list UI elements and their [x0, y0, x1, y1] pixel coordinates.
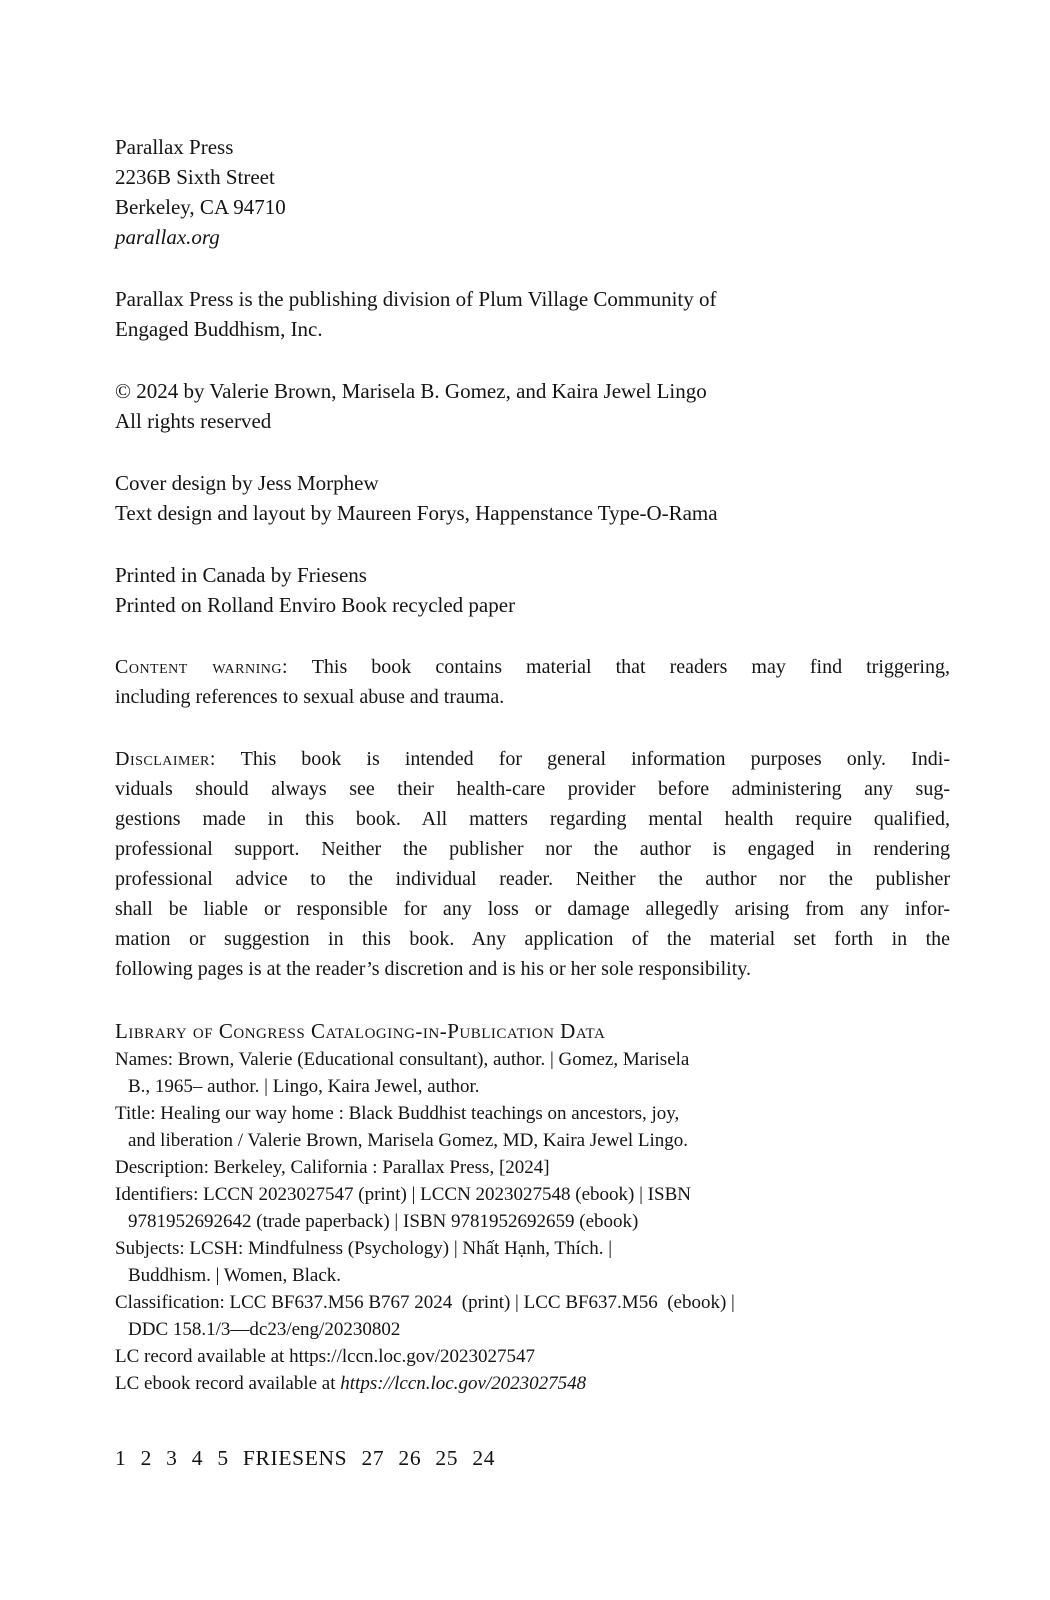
text-line: © 2024 by Valerie Brown, Marisela B. Gomez, and Kaira Jewel Lingo	[115, 379, 707, 403]
small-caps-label: Disclaimer:	[115, 748, 216, 770]
cip-line: Buddhism. | Women, Black.	[128, 1265, 342, 1286]
text-line: Printed on Rolland Enviro Book recycled paper	[115, 593, 516, 617]
cip-block	[115, 1016, 950, 1397]
text-line: Printed in Canada by Friesens	[115, 563, 367, 587]
copyright-block	[115, 376, 950, 436]
text-line: professional support. Neither the publisher nor the author is engaged in rendering	[115, 838, 950, 860]
cip-line: DDC 158.1/3—dc23/eng/20230802	[128, 1319, 401, 1340]
cip-line: Description: Berkeley, California : Parallax Press, [2024]	[115, 1157, 550, 1178]
division-note	[115, 284, 950, 344]
url-italic: https://lccn.loc.gov/2023027548	[340, 1373, 587, 1394]
text-line: Disclaimer: This book is intended for general information purposes only. Indi-	[115, 748, 950, 770]
text-line: professional advice to the individual reader. Neither the author nor the publisher	[115, 868, 950, 890]
text-line: including references to sexual abuse and trauma.	[115, 686, 505, 708]
cip-line: Identifiers: LCCN 2023027547 (print) | LCCN 2023027548 (ebook) | ISBN	[115, 1184, 691, 1205]
cip-line: Subjects: LCSH: Mindfulness (Psychology) | Nhất Hạnh, Thích. |	[115, 1238, 613, 1259]
text-line: viduals should always see their health-care provider before administering any sug-	[115, 778, 950, 800]
text-line: Text design and layout by Maureen Forys, Happenstance Type-O-Rama	[115, 501, 718, 525]
text-line: Engaged Buddhism, Inc.	[115, 317, 323, 341]
cip-lines	[115, 1046, 950, 1397]
publisher-address-block	[115, 132, 950, 252]
cip-heading: Library of Congress Cataloging-in-Publication Data	[115, 1019, 606, 1043]
text-line: following pages is at the reader’s discretion and is his or her sole responsibility.	[115, 958, 751, 980]
text-line: shall be liable or responsible for any loss or damage allegedly arising from any infor-	[115, 898, 950, 920]
cip-line: LC record available at https://lccn.loc.gov/2023027547	[115, 1346, 536, 1367]
publisher-website: parallax.org	[115, 225, 220, 249]
content-warning	[115, 652, 950, 712]
credits-block	[115, 468, 950, 528]
cip-line: 9781952692642 (trade paperback) | ISBN 9781952692659 (ebook)	[128, 1211, 639, 1232]
printers-key: 1 2 3 4 5 FRIESENS 27 26 25 24	[115, 1446, 496, 1470]
text-line: Cover design by Jess Morphew	[115, 471, 379, 495]
disclaimer	[115, 744, 950, 984]
publisher-name: Parallax Press	[115, 135, 234, 159]
cip-line: Names: Brown, Valerie (Educational consultant), author. | Gomez, Marisela	[115, 1049, 690, 1070]
text-line: All rights reserved	[115, 409, 272, 433]
cip-line: Title: Healing our way home : Black Buddhist teachings on ancestors, joy,	[115, 1103, 680, 1124]
cip-line: and liberation / Valerie Brown, Marisela Gomez, MD, Kaira Jewel Lingo.	[128, 1130, 688, 1151]
publisher-street: 2236B Sixth Street	[115, 165, 275, 189]
text-line: Content warning: This book contains material that readers may find triggering,	[115, 656, 950, 678]
cip-line: LC ebook record available at https://lccn.loc.gov/2023027548	[115, 1373, 587, 1394]
text-line: Parallax Press is the publishing division of Plum Village Community of	[115, 287, 717, 311]
cip-line: B., 1965– author. | Lingo, Kaira Jewel, author.	[128, 1076, 480, 1097]
cip-line: Classification: LCC BF637.M56 B767 2024 (print) | LCC BF637.M56 (ebook) |	[115, 1292, 735, 1313]
printing-block	[115, 560, 950, 620]
small-caps-label: Content warning:	[115, 656, 289, 678]
text-line: mation or suggestion in this book. Any application of the material set forth in the	[115, 928, 950, 950]
publisher-city: Berkeley, CA 94710	[115, 195, 286, 219]
text-line: gestions made in this book. All matters regarding mental health require qualified,	[115, 808, 950, 830]
